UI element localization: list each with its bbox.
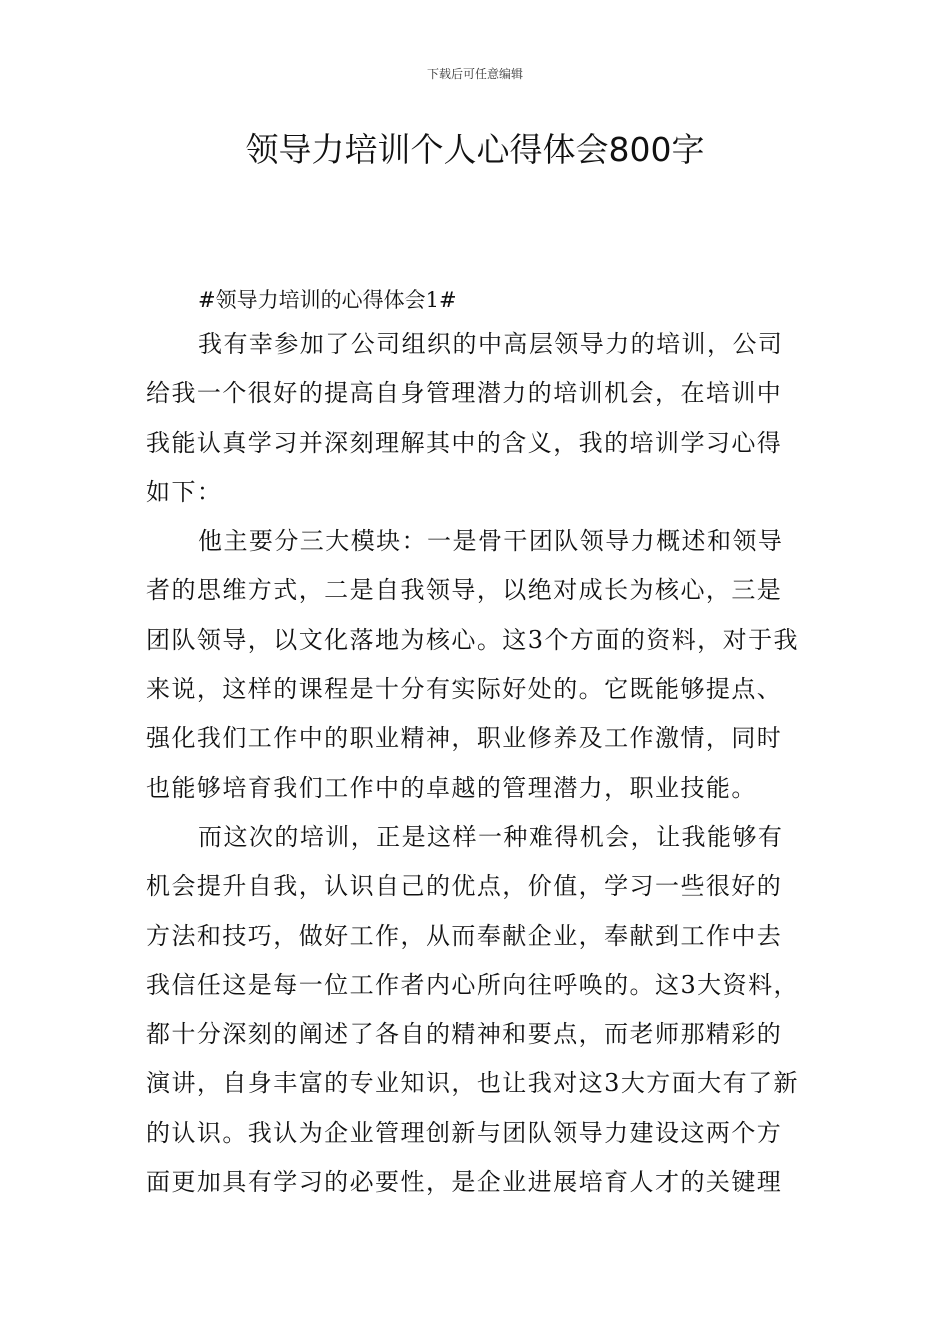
document-title: 领导力培训个人心得体会800字: [245, 130, 705, 169]
section-heading: #领导力培训的心得体会1#: [198, 288, 457, 312]
paragraph-line: 都十分深刻的阐述了各自的精神和要点，而老师那精彩的: [146, 1020, 783, 1049]
paragraph-2: [146, 517, 808, 813]
paragraph-line: 而这次的培训，正是这样一种难得机会，让我能够有: [198, 822, 784, 851]
paragraph-line: 他主要分三大模块：一是骨干团队领导力概述和领导: [198, 527, 784, 556]
paragraph-line: 来说，这样的课程是十分有实际好处的。它既能够提点、: [146, 675, 783, 704]
header-note: 下载后可任意编辑: [426, 67, 523, 81]
paragraph-line: 给我一个很好的提高自身管理潜力的培训机会，在培训中: [146, 379, 783, 408]
paragraph-line: 机会提升自我，认识自己的优点，价值，学习一些很好的: [146, 872, 783, 901]
paragraph-line: 我有幸参加了公司组织的中高层领导力的培训，公司: [198, 330, 784, 358]
paragraph-line: 我能认真学习并深刻理解其中的含义，我的培训学习心得: [146, 428, 783, 457]
document-body: [146, 280, 808, 1207]
paragraph-line: 强化我们工作中的职业精神，职业修养及工作激情，同时: [146, 724, 783, 753]
paragraph-line: 方法和技巧，做好工作，从而奉献企业，奉献到工作中去: [146, 921, 783, 950]
paragraph-3: [146, 813, 808, 1207]
paragraph-line: 也能够培育我们工作中的卓越的管理潜力，职业技能。: [146, 773, 757, 802]
paragraph-line: 者的思维方式，二是自我领导，以绝对成长为核心，三是: [146, 576, 783, 605]
paragraph-line: 如下：: [146, 477, 223, 506]
paragraph-line: 我信任这是每一位工作者内心所向往呼唤的。这3大资料，: [146, 970, 799, 999]
paragraph-line: 团队领导，以文化落地为核心。这3个方面的资料，对于我: [146, 625, 799, 654]
paragraph-1: [146, 320, 808, 517]
paragraph-line: 的认识。我认为企业管理创新与团队领导力建设这两个方: [146, 1118, 783, 1147]
paragraph-line: 面更加具有学习的必要性，是企业进展培育人才的关键理: [146, 1168, 783, 1197]
paragraph-line: 演讲，自身丰富的专业知识，也让我对这3大方面大有了新: [146, 1069, 799, 1098]
